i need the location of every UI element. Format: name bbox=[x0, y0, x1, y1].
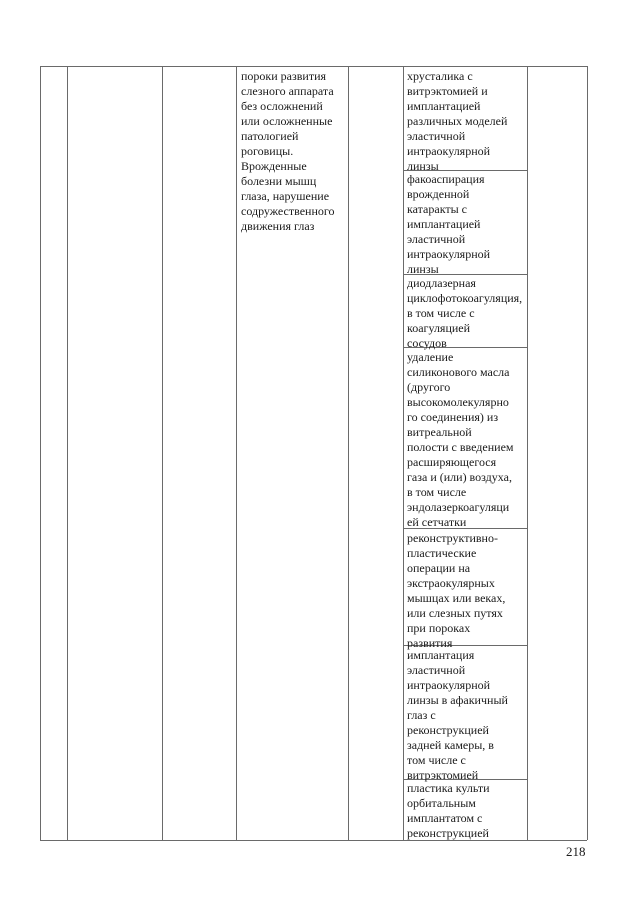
table-column-border bbox=[40, 66, 41, 840]
table-column-border bbox=[162, 66, 163, 840]
treatment-method-cell: пластика культи орбитальным имплантатом с реконструкцией bbox=[407, 781, 490, 840]
table-column-border bbox=[587, 66, 588, 840]
table-column-border bbox=[67, 66, 68, 840]
table-column-border bbox=[236, 66, 237, 840]
table-column-border bbox=[348, 66, 349, 840]
treatment-method-cell: имплантация эластичной интраокулярной линзы в афакичный глаз с реконструкцией задней камеры, в том числе с витрэктомией bbox=[407, 648, 508, 782]
diagnosis-cell: пороки развития слезного аппарата без осложнений или осложненные патологией роговицы. Врожденные болезни мышц глаза, нарушение содружественного движения глаз bbox=[241, 69, 335, 233]
page-number: 218 bbox=[566, 844, 586, 859]
treatment-method-cell: диодлазерная циклофотокоагуляция, в том числе с коагуляцией сосудов bbox=[407, 276, 523, 350]
treatment-method-cell: хрусталика с витрэктомией и имплантацией различных моделей эластичной интраокулярной линзы bbox=[407, 69, 508, 173]
table-top-border bbox=[40, 66, 587, 67]
treatment-method-cell: удаление силиконового масла (другого высокомолекулярно го соединения) из витреальной полости с введением расширяющегося газа и (или) воздуха, в том числе эндолазеркоагуляци ей сетчатки bbox=[407, 350, 514, 529]
treatment-method-cell: факоаспирация врожденной катаракты с имплантацией эластичной интраокулярной линзы bbox=[407, 172, 491, 276]
table-column-border bbox=[403, 66, 404, 840]
table-column-border bbox=[527, 66, 528, 840]
treatment-method-cell: реконструктивно- пластические операции на экстраокулярных мышцах или веках, или слезных путях при пороках развития bbox=[407, 531, 506, 650]
